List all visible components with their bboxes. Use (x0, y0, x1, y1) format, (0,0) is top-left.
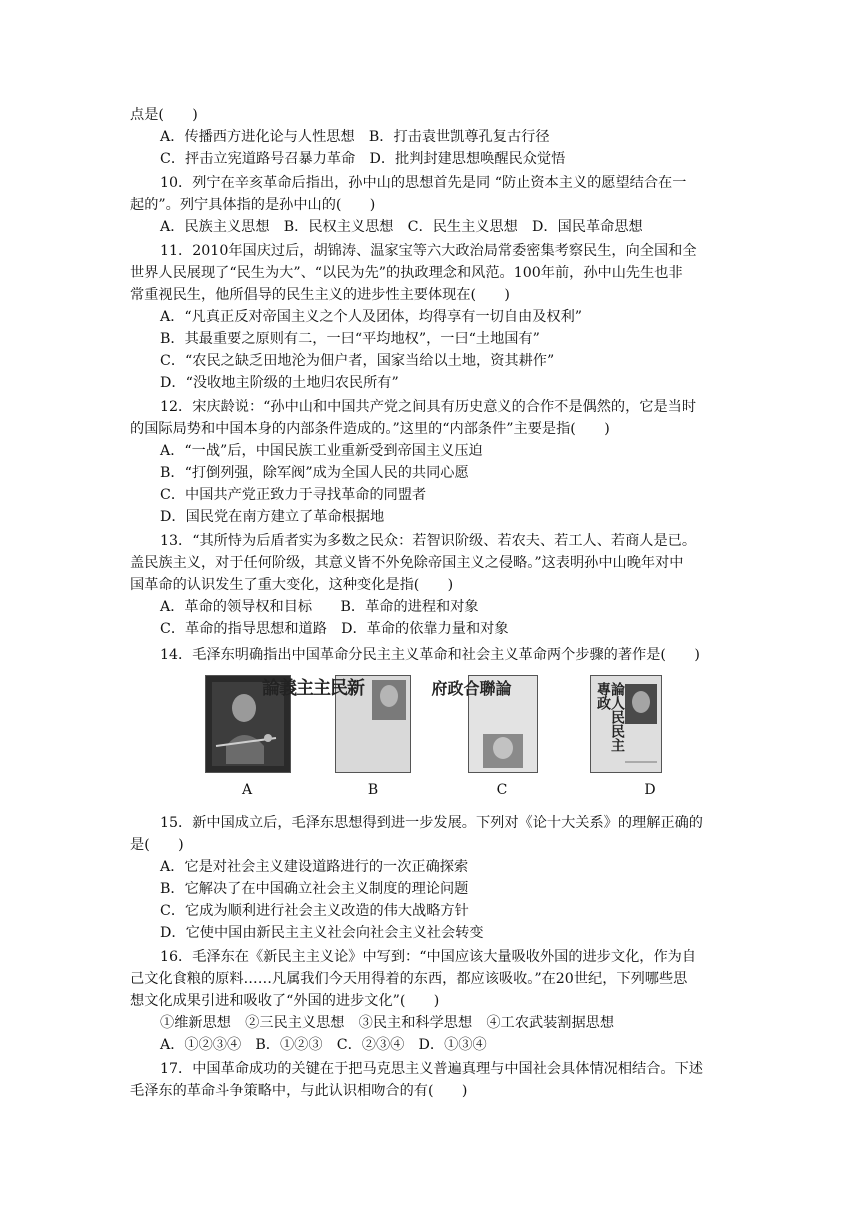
q13-stem-cont-2: 国革命的认识发生了重大变化，这种变化是指( ) (130, 577, 454, 593)
figure-b-caption: B (367, 782, 379, 798)
q11-option-c: C．“农民之缺乏田地沦为佃户者，国家当给以土地，资其耕作” (160, 353, 555, 369)
q17-stem-cont: 毛泽东的革命斗争策略中，与此认识相吻合的有( ) (130, 1083, 468, 1099)
q10-stem: 10．列宁在辛亥革命后指出，孙中山的思想首先是同 “防止资本主义的愿望结合在一 (160, 175, 687, 191)
q15-stem: 15．新中国成立后，毛泽东思想得到进一步发展。下列对《论十大关系》的理解正确的 (160, 815, 703, 831)
figure-a-caption: A (241, 782, 253, 798)
q11-option-d: D．“没收地主阶级的土地归农民所有” (160, 375, 399, 391)
q16-items: ①维新思想 ②三民主义思想 ③民主和科学思想 ④工农武装割据思想 (160, 1015, 615, 1031)
q15-option-b: B．它解决了在中国确立社会主义制度的理论问题 (160, 881, 469, 897)
q11-option-a: A．“凡真正反对帝国主义之个人及团体，均得享有一切自由及权利” (160, 309, 583, 325)
q12-stem-cont: 的国际局势和中国本身的内部条件造成的。”这里的“内部条件”主要是指( ) (130, 421, 610, 437)
q12-option-a: A．“一战”后，中国民族工业重新受到帝国主义压迫 (160, 443, 483, 459)
q14-book-covers (0, 670, 860, 810)
q12-option-d: D．国民党在南方建立了革命根据地 (160, 509, 385, 525)
q13-stem-cont-1: 盖民族主义，对于任何阶级，其意义皆不外免除帝国主义之侵略。”这表明孙中山晚年对中 (130, 555, 684, 571)
q13-options-cd: C．革命的指导思想和道路 D．革命的依靠力量和对象 (160, 621, 509, 637)
q10-options: A．民族主义思想 B．民权主义思想 C．民生主义思想 D．国民革命思想 (160, 219, 643, 235)
q11-stem-cont-2: 常重视民生，他所倡导的民生主义的进步性主要体现在( ) (130, 287, 510, 303)
q11-stem-cont-1: 世界人民展现了“民生为大”、“以民为先”的执政理念和风范。100年前，孙中山先生也非 (130, 265, 683, 281)
q9-options-cd: C．抨击立宪道路号召暴力革命 D．批判封建思想唤醒民众觉悟 (160, 151, 566, 167)
q12-option-c: C．中国共产党正致力于寻找革命的同盟者 (160, 487, 427, 503)
q15-option-c: C．它成为顺利进行社会主义改造的伟大战略方针 (160, 903, 469, 919)
q16-stem: 16．毛泽东在《新民主主义论》中写到：“中国应该大量吸收外国的进步文化，作为自 (160, 949, 697, 965)
q16-options: A．①②③④ B．①②③ C．②③④ D．①③④ (160, 1037, 487, 1053)
q11-option-b: B．其最重要之原则有二，一曰“平均地权”，一曰“土地国有” (160, 331, 540, 347)
cover-c-title: 論聯合政府 (429, 680, 512, 696)
q15-option-d: D．它使中国由新民主主义社会向社会主义社会转变 (160, 925, 484, 941)
q14-stem: 14．毛泽东明确指出中国革命分民主主义革命和社会主义革命两个步骤的著作是( ) (160, 647, 700, 663)
q15-option-a: A．它是对社会主义建设道路进行的一次正确探索 (160, 859, 469, 875)
q13-stem: 13．“其所恃为后盾者实为多数之民众：若智识阶级、若农夫、若工人、若商人是已。 (160, 533, 697, 549)
q13-options-ab: A．革命的领导权和目标 B．革命的进程和对象 (160, 599, 479, 615)
cover-b-title: 新民主主義論 (259, 678, 365, 695)
q12-option-b: B．“打倒列强，除军阀”成为全国人民的共同心愿 (160, 465, 469, 481)
cover-d-title: 論人民民主專政 (595, 682, 625, 752)
q9-options-ab: A．传播西方进化论与人性思想 B．打击袁世凯尊孔复古行径 (160, 129, 550, 145)
q9-stem-end: 点是( ) (130, 107, 198, 123)
q15-stem-cont: 是( ) (130, 837, 184, 853)
figure-d-caption: D (644, 782, 656, 798)
q16-stem-cont-2: 想文化成果引进和吸收了“外国的进步文化”( ) (130, 993, 440, 1009)
q17-stem: 17．中国革命成功的关键在于把马克思主义普遍真理与中国社会具体情况相结合。下述 (160, 1061, 703, 1077)
q12-stem: 12．宋庆龄说：“孙中山和中国共产党之间具有历史意义的合作不是偶然的，它是当时 (160, 399, 697, 415)
q16-stem-cont-1: 己文化食粮的原料……凡属我们今天用得着的东西，都应该吸收。”在20世纪，下列哪些思 (130, 971, 688, 987)
figure-c-caption: C (496, 782, 508, 798)
q11-stem: 11．2010年国庆过后，胡锦涛、温家宝等六大政治局常委密集考察民生，向全国和全 (160, 243, 697, 259)
q10-stem-cont: 起的”。列宁具体指的是孙中山的( ) (130, 197, 376, 213)
